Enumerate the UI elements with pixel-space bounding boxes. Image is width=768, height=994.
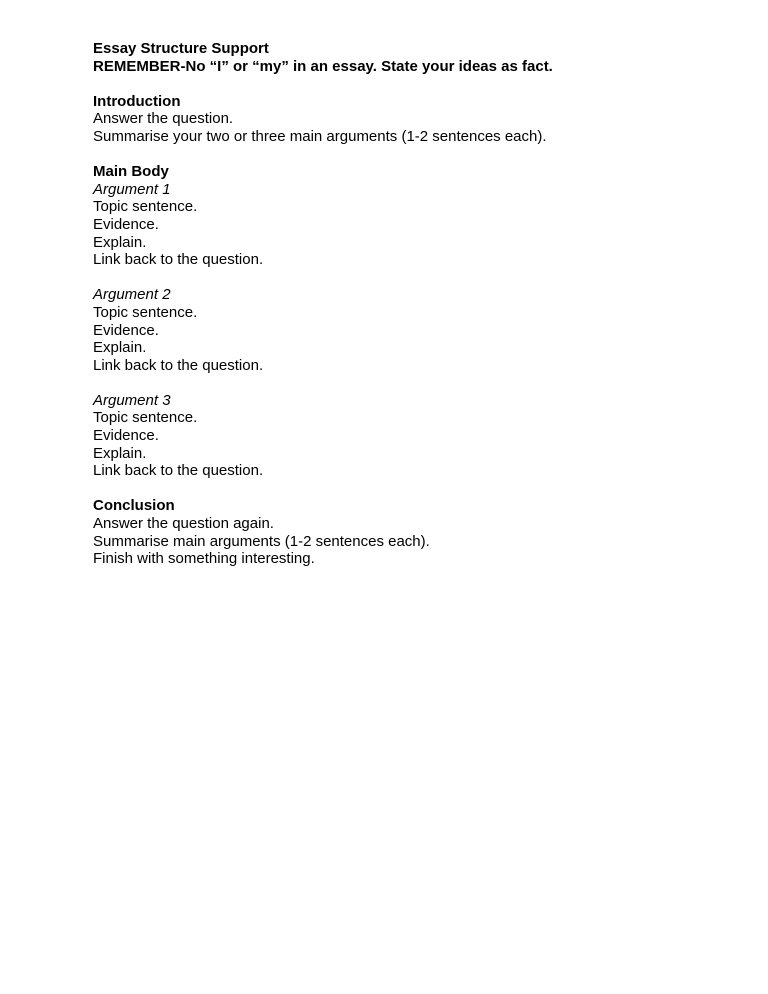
main-body-heading: Main Body — [93, 163, 169, 181]
argument-line: Topic sentence. — [93, 303, 198, 321]
argument-line: Link back to the question. — [93, 251, 264, 269]
conclusion-line: Summarise main arguments (1-2 sentences each). — [93, 532, 430, 550]
argument-label: Argument 1 — [93, 180, 171, 198]
argument-line: Topic sentence. — [93, 198, 198, 216]
intro-line: Summarise your two or three main arguments (1-2 sentences each). — [93, 127, 547, 145]
argument-label: Argument 3 — [93, 391, 171, 409]
argument-line: Link back to the question. — [93, 356, 264, 374]
introduction-heading: Introduction — [93, 92, 181, 110]
argument-line: Evidence. — [93, 321, 159, 339]
document-title: Essay Structure Support — [93, 40, 269, 57]
conclusion-line: Finish with something interesting. — [93, 550, 315, 568]
argument-label: Argument 2 — [93, 286, 171, 304]
argument-line: Evidence. — [93, 427, 159, 445]
document-content — [93, 40, 553, 568]
argument-line: Link back to the question. — [93, 462, 264, 480]
argument-line: Explain. — [93, 339, 147, 357]
argument-line: Topic sentence. — [93, 409, 198, 427]
argument-line: Explain. — [93, 444, 147, 462]
intro-line: Answer the question. — [93, 110, 234, 128]
reminder: REMEMBER-No “I” or “my” in an essay. State your ideas as fact. — [93, 57, 553, 75]
argument-line: Evidence. — [93, 215, 159, 233]
conclusion-heading: Conclusion — [93, 497, 175, 515]
argument-line: Explain. — [93, 233, 147, 251]
conclusion-line: Answer the question again. — [93, 515, 274, 533]
